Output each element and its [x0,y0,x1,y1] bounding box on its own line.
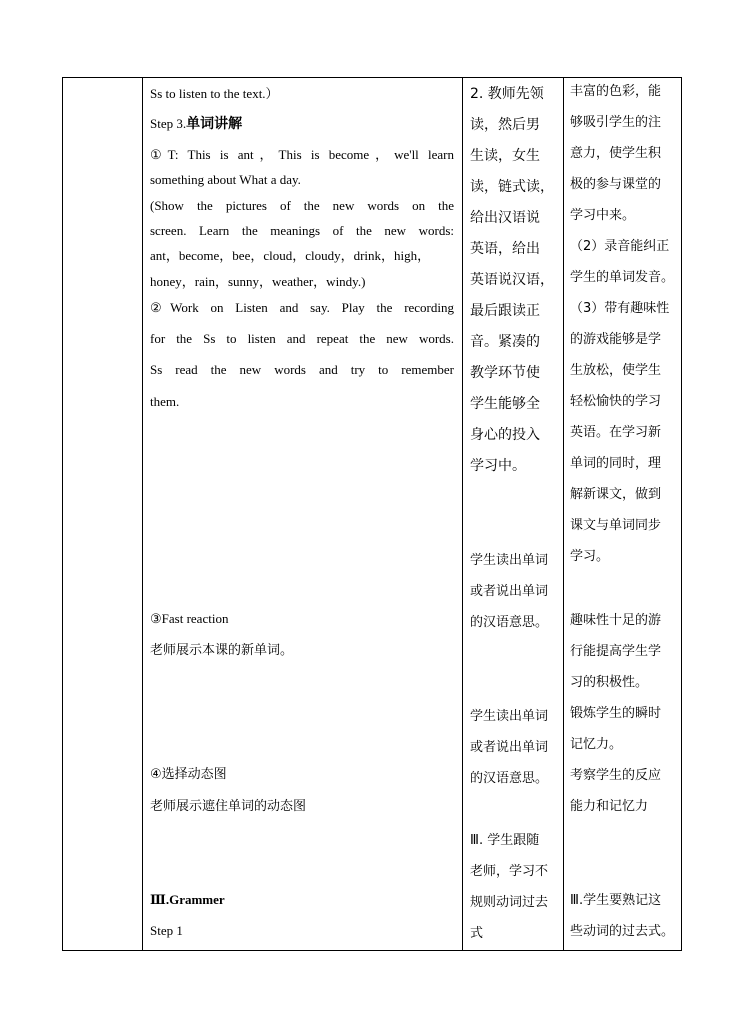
intent-line: 锻炼学生的瞬时 [570,706,662,721]
intent-line: 单词的同时，理 [570,456,662,471]
intent-line: （2）录音能纠正 [570,239,670,254]
activity-line: 英语，给出 [470,241,540,257]
intent-line: 意力，使学生积 [570,146,662,161]
activity-line: 学生读出单词 [470,553,549,568]
procedure-line: for the Ss to listen and repeat the new words. [150,331,454,346]
procedure-line: (Show the pictures of the new words on the [150,198,454,213]
activity-line: 2. 教师先领 [470,86,544,102]
procedure-line: 老师展示本课的新单词。 [150,643,294,658]
activity-line: 的汉语意思。 [470,615,549,630]
activity-line: 的汉语意思。 [470,771,549,786]
procedure-line: 老师展示遮住单词的动态图 [150,799,307,814]
intent-line: （3）带有趣味性 [570,301,670,316]
intent-line: 课文与单词同步 [570,518,662,533]
activity-line: 老师，学习不 [470,864,549,879]
step-heading [150,116,242,132]
intent-line: 极的参与课堂的 [570,177,662,192]
intent-line: 学习。 [570,549,610,564]
step-title: 单词讲解 [186,116,243,132]
activity-line: 学习中。 [470,458,526,474]
procedure-line: ant，become，bee，cloud，cloudy，drink，high， [150,248,431,263]
procedure-line: honey，rain，sunny，weather，windy.) [150,274,366,289]
intent-line: 英语。在学习新 [570,425,662,440]
column-divider-3 [563,77,564,951]
activity-line: 读，链式读， [470,179,554,195]
procedure-line: screen. Learn the meanings of the new words: [150,223,454,238]
column-divider-2 [462,77,463,951]
intent-line: Ⅲ.学生要熟记这 [570,893,662,908]
activity-line: 读，然后男 [470,117,540,133]
activity-line: 学生能够全 [470,396,540,412]
column-divider-1 [142,77,143,951]
intent-line: 丰富的色彩，能 [570,84,662,99]
procedure-line: Ss to listen to the text.） [150,86,279,101]
procedure-line: ②Work on Listen and say. Play the recording [150,300,454,315]
procedure-line: Ss read the new words and try to remember [150,362,454,377]
intent-line: 习的积极性。 [570,675,649,690]
intent-line: 够吸引学生的注 [570,115,662,130]
intent-line: 能力和记忆力 [570,799,649,814]
activity-line: 最后跟读正 [470,303,540,319]
activity-line: 或者说出单词 [470,584,549,599]
activity-line: 规则动词过去 [470,895,549,910]
procedure-line: something about What a day. [150,172,301,187]
activity-line: 教学环节使 [470,365,540,381]
procedure-line: ①T: This is ant，This is become，we'll learn [150,147,454,162]
intent-line: 学习中来。 [570,208,636,223]
intent-line: 轻松愉快的学习 [570,394,662,409]
activity-line: 式 [470,926,484,941]
activity-line: 学生读出单词 [470,709,549,724]
intent-line: 行能提高学生学 [570,644,662,659]
procedure-line: them. [150,394,180,409]
intent-line: 记忆力。 [570,737,623,752]
intent-line: 趣味性十足的游 [570,613,662,628]
intent-line: 些动词的过去式。 [570,924,675,939]
activity-line: 音。紧凑的 [470,334,540,350]
intent-line: 考察学生的反应 [570,768,662,783]
activity-line: 身心的投入 [470,427,540,443]
activity-line: 给出汉语说 [470,210,540,226]
section-heading: Ⅲ.Grammer [150,892,225,907]
activity-line: 或者说出单词 [470,740,549,755]
activity-line: Ⅲ. 学生跟随 [470,833,540,848]
intent-line: 解新课文，做到 [570,487,662,502]
procedure-line: Step 1 [150,923,183,938]
procedure-line: ④选择动态图 [150,767,227,782]
intent-line: 的游戏能够是学 [570,332,662,347]
activity-line: 生读，女生 [470,148,540,164]
intent-line: 学生的单词发音。 [570,270,675,285]
activity-line: 英语说汉语， [470,272,554,288]
step-number: Step 3. [150,116,187,131]
intent-line: 生放松，使学生 [570,363,662,378]
procedure-line: ③Fast reaction [150,611,229,626]
